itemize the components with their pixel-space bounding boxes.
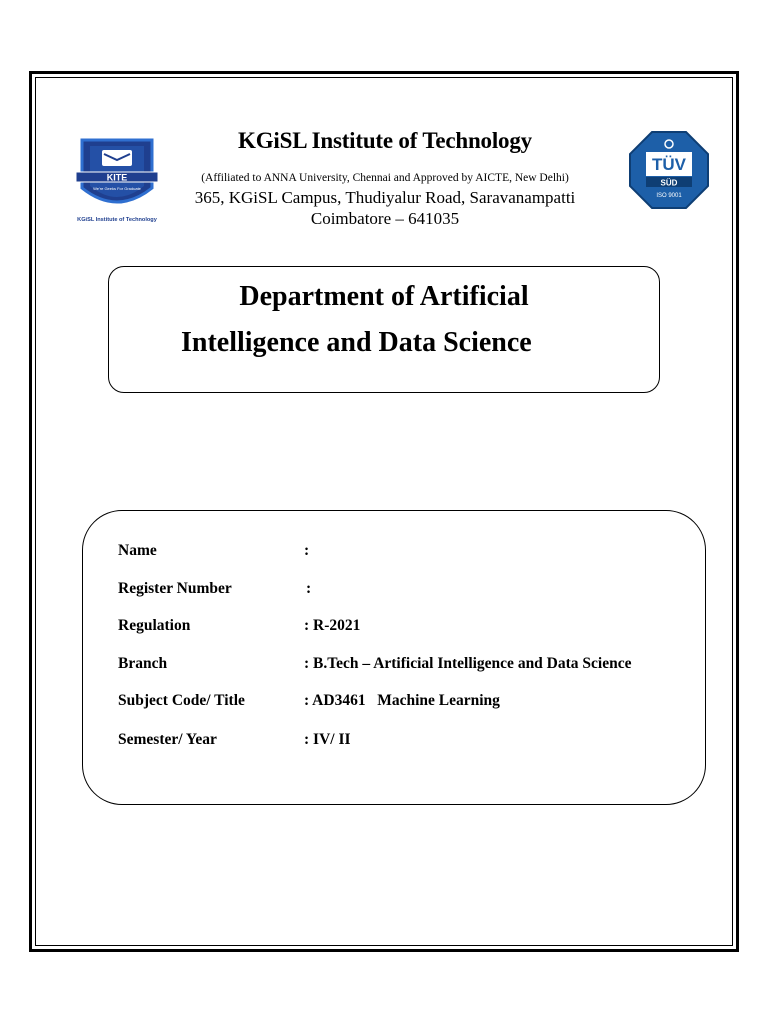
- detail-value: :: [306, 580, 312, 597]
- detail-label: Semester/ Year: [118, 731, 217, 748]
- detail-row-subject: [118, 692, 698, 714]
- detail-row-name: [118, 542, 698, 564]
- tuv-logo-sub: SÜD: [660, 178, 678, 188]
- detail-value: : R-2021: [304, 617, 361, 634]
- detail-row-branch: [118, 655, 698, 677]
- kite-logo-tagline: We're Geeks For Graduate: [93, 186, 141, 191]
- institute-name: KGiSL Institute of Technology: [238, 128, 532, 153]
- detail-value: : IV/ II: [304, 731, 351, 748]
- detail-row-regulation: [118, 617, 698, 639]
- detail-row-register-number: [118, 580, 698, 602]
- affiliation-text: (Affiliated to ANNA University, Chennai and Approved by AICTE, New Delhi): [201, 172, 569, 184]
- detail-label: Regulation: [118, 617, 191, 634]
- detail-row-semester: [118, 731, 698, 753]
- address-line-2: Coimbatore – 641035: [310, 209, 460, 228]
- tuv-logo: [628, 130, 710, 210]
- address-line-1: 365, KGiSL Campus, Thudiyalur Road, Saravanampatti: [194, 188, 576, 207]
- department-title-line-2: Intelligence and Data Science: [181, 327, 532, 358]
- kite-logo-text: KITE: [106, 172, 128, 183]
- detail-value: : AD3461 Machine Learning: [304, 692, 500, 709]
- kite-logo-caption: KGiSL Institute of Technology: [77, 217, 157, 223]
- detail-value: :: [304, 542, 310, 559]
- detail-label: Subject Code/ Title: [118, 692, 245, 709]
- detail-label: Branch: [118, 655, 168, 672]
- tuv-logo-text: TÜV: [652, 155, 686, 174]
- detail-label: Register Number: [118, 580, 232, 597]
- department-title-line-1: Department of Artificial: [239, 281, 529, 312]
- detail-label: Name: [118, 542, 157, 559]
- detail-value: : B.Tech – Artificial Intelligence and Data Science: [304, 655, 632, 672]
- tuv-logo-cert: ISO 9001: [656, 193, 682, 199]
